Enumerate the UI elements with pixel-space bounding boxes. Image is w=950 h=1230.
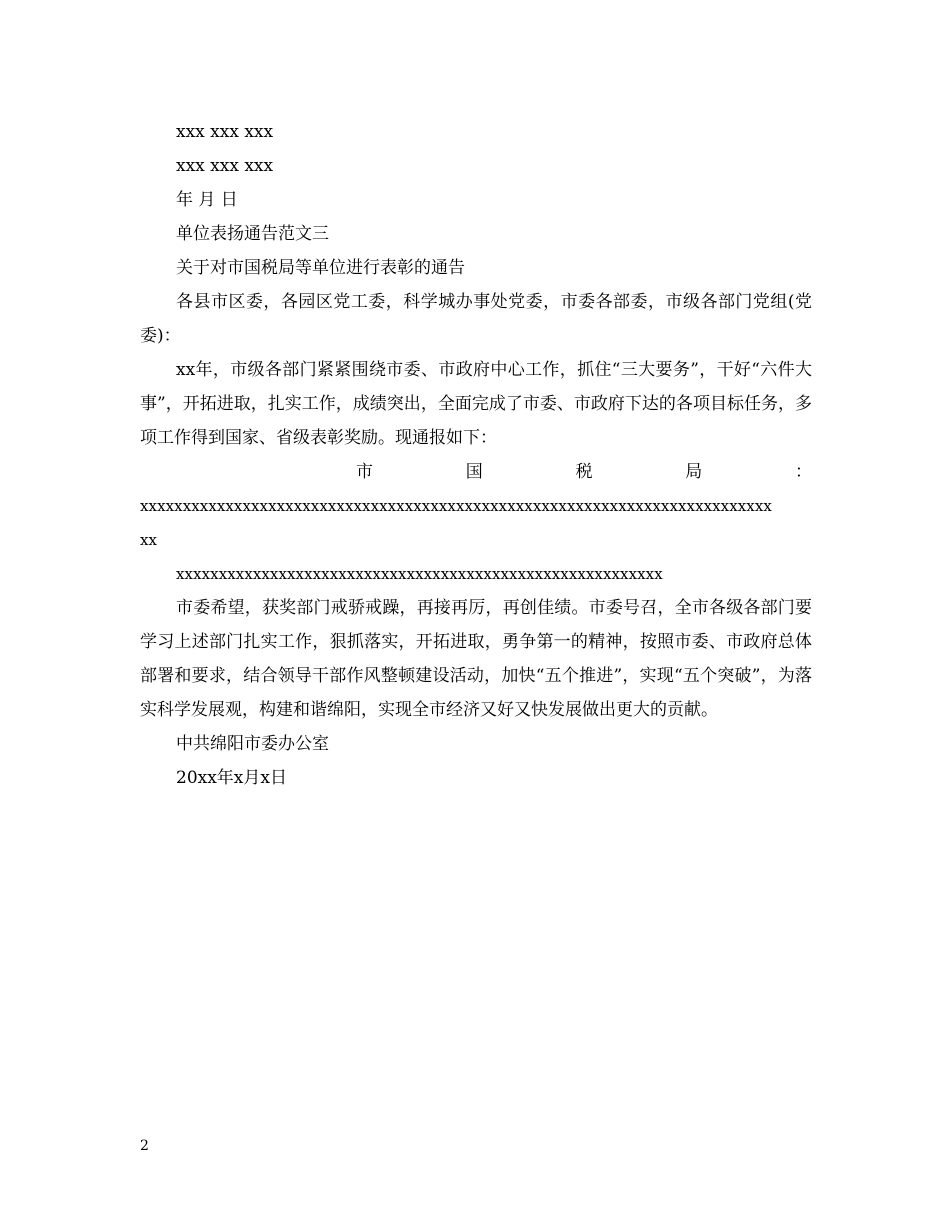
date-placeholder: 年 月 日 [176, 190, 238, 210]
award-unit-char: 局 [685, 462, 703, 482]
intro-paragraph: xx年，市级各部门紧紧围绕市委、市政府中心工作，抓住“三大要务”，干好“六件大事”，开拓进取，扎实工作，成绩突出，全面完成了市委、市政府下达的各项目标任务，多项工作得到国家、省级表彰奖励。现通报如下： [140, 360, 812, 448]
award-description-tail: xx [140, 531, 158, 549]
award-unit-line [140, 455, 812, 489]
notice-title: 关于对市国税局等单位进行表彰的通告 [176, 258, 465, 278]
signature: 中共绵阳市委办公室 [176, 734, 329, 754]
page-number: 2 [140, 1138, 149, 1154]
award-unit-char: ： [795, 462, 812, 482]
signature-date: 20xx年x月x日 [176, 768, 287, 788]
section-title: 单位表扬通告范文三 [176, 224, 329, 244]
names-line-1: xxx xxx xxx [176, 122, 274, 142]
award-description-line: xxxxxxxxxxxxxxxxxxxxxxxxxxxxxxxxxxxxxxxxxxxxxxxxxxxxxxxxxxxxxxxxxxxxxxxxxx [140, 497, 772, 515]
names-line-2: xxx xxx xxx [176, 156, 274, 176]
closing-paragraph: 市委希望，获奖部门戒骄戒躁，再接再厉，再创佳绩。市委号召，全市各级各部门要学习上述部门扎实工作，狠抓落实，开拓进取，勇争第一的精神，按照市委、市政府总体部署和要求，结合领导干部作风整顿建设活动，加快“五个推进”，实现“五个突破”，为落实科学发展观，构建和谐绵阳，实现全市经济又好又快发展做出更大的贡献。 [140, 598, 812, 720]
award-unit-char: 税 [575, 462, 593, 482]
addressee-paragraph: 各县市区委，各园区党工委，科学城办事处党委，市委各部委，市级各部门党组(党委)： [140, 292, 812, 346]
award-unit-char: 国 [465, 462, 483, 482]
award-unit-char: 市 [356, 462, 373, 482]
document-body [140, 115, 812, 795]
award-description-line-2: xxxxxxxxxxxxxxxxxxxxxxxxxxxxxxxxxxxxxxxxxxxxxxxxxxxxxxxxx [176, 565, 663, 583]
